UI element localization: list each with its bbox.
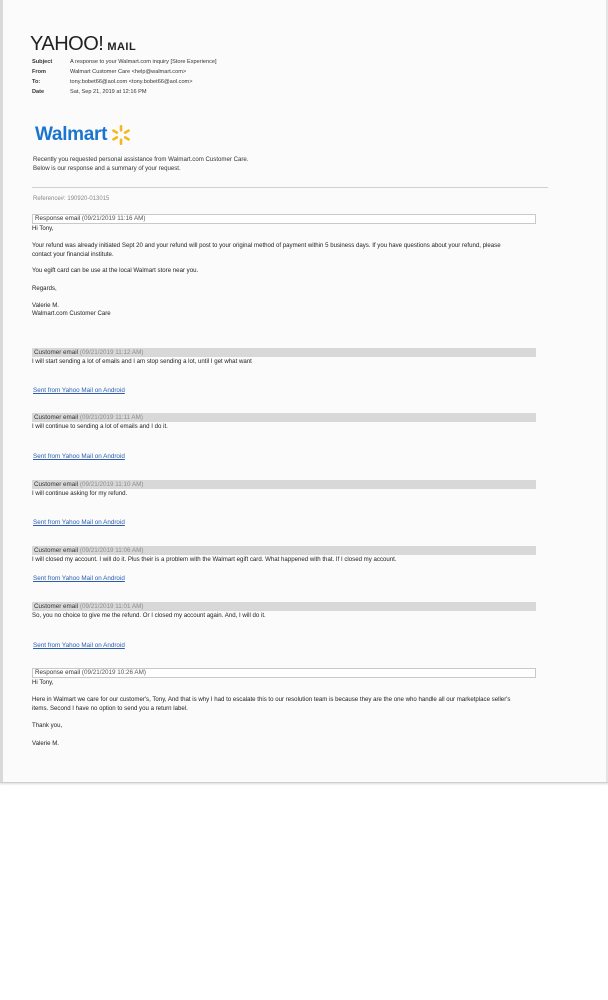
intro-line-1: Recently you requested personal assistance from Walmart.com Customer Care. bbox=[33, 156, 249, 163]
email-metadata bbox=[32, 57, 217, 97]
reference-number: Reference#: 190920-013015 bbox=[33, 196, 110, 202]
message-header-bar bbox=[32, 668, 536, 678]
message-body bbox=[32, 225, 536, 319]
mail-label: MAIL bbox=[107, 41, 137, 53]
body-paragraph: Your refund was already initiated Sept 20 and your refund will post to your original method of payment within 5 business days. If you have questions about your refund, please contact your financial institute. bbox=[32, 242, 501, 258]
greeting: Hi Tony, bbox=[32, 225, 54, 232]
message-date: (09/21/2019 11:16 AM) bbox=[81, 215, 146, 222]
message-type: Customer email bbox=[34, 349, 79, 356]
message-header-bar bbox=[32, 214, 536, 224]
message-customer-5 bbox=[32, 602, 536, 620]
walmart-logo bbox=[35, 124, 132, 146]
date-value: Sat, Sep 21, 2019 at 12:16 PM bbox=[70, 89, 147, 95]
message-body: So, you no choice to give me the refund. Or I closed my account again. And, I will do it. bbox=[32, 612, 266, 619]
message-type: Response email bbox=[35, 215, 81, 222]
message-type: Response email bbox=[35, 669, 81, 676]
to-row bbox=[32, 77, 217, 87]
message-body: I will closed my account. I will do it. Plus their is a problem with the Walmart egift card. What happened with that. If I closed my account. bbox=[32, 556, 397, 563]
message-header-bar bbox=[32, 602, 536, 611]
to-label: To: bbox=[32, 79, 41, 85]
closing: Regards, bbox=[32, 284, 57, 292]
yahoo-android-link[interactable]: Sent from Yahoo Mail on Android bbox=[33, 642, 125, 649]
greeting: Hi Tony, bbox=[32, 679, 54, 686]
divider bbox=[32, 187, 548, 188]
message-body: I will continue asking for my refund. bbox=[32, 490, 128, 497]
subject-row bbox=[32, 57, 217, 67]
body-paragraph: Here in Walmart we care for our customer's, Tony, And that is why I had to escalate this to our resolution team is because they are the one who handle all our marketplace seller's items. Second I have no option to send you a return label. bbox=[32, 696, 511, 712]
yahoo-android-link[interactable]: Sent from Yahoo Mail on Android bbox=[33, 575, 125, 582]
message-header-bar bbox=[32, 413, 536, 422]
subject-value: A response to your Walmart.com inquiry [Store Experience] bbox=[70, 59, 217, 65]
body-paragraph: You egift card can be use at the local Walmart store near you. bbox=[32, 267, 199, 275]
message-type: Customer email bbox=[34, 481, 79, 488]
message-date: (09/21/2019 11:12 AM) bbox=[79, 349, 144, 356]
message-date: (09/21/2019 11:10 AM) bbox=[79, 481, 144, 488]
message-body: I will continue to sending a lot of emails and I do it. bbox=[32, 423, 168, 430]
yahoo-mail-logo bbox=[30, 33, 136, 56]
message-response-2 bbox=[32, 668, 536, 748]
walmart-spark-icon bbox=[110, 124, 132, 146]
date-row bbox=[32, 87, 217, 97]
message-date: (09/21/2019 11:01 AM) bbox=[79, 603, 144, 610]
intro-text bbox=[33, 155, 249, 173]
message-type: Customer email bbox=[34, 547, 79, 554]
from-value: Walmart Customer Care <help@walmart.com> bbox=[70, 69, 187, 75]
message-date: (09/21/2019 11:06 AM) bbox=[79, 547, 144, 554]
walmart-wordmark: Walmart bbox=[35, 124, 108, 145]
message-type: Customer email bbox=[34, 603, 79, 610]
message-response-1 bbox=[32, 214, 536, 319]
date-label: Date bbox=[32, 89, 45, 95]
message-header-bar bbox=[32, 480, 536, 489]
from-label: From bbox=[32, 69, 46, 75]
message-customer-3 bbox=[32, 480, 536, 498]
message-body bbox=[32, 679, 536, 748]
signature-team: Walmart.com Customer Care bbox=[32, 310, 111, 318]
message-customer-4 bbox=[32, 546, 536, 564]
yahoo-android-link[interactable]: Sent from Yahoo Mail on Android bbox=[33, 387, 125, 394]
yahoo-android-link[interactable]: Sent from Yahoo Mail on Android bbox=[33, 453, 125, 460]
signature-name: Valerie M. bbox=[32, 739, 59, 747]
intro-line-2: Below is our response and a summary of your request. bbox=[33, 165, 181, 172]
message-header-bar bbox=[32, 348, 536, 357]
to-value: tony.bobet66@aol.com <tony.bobet66@aol.com> bbox=[70, 79, 193, 85]
message-body: I will start sending a lot of emails and I am stop sending a lot, until I get what want bbox=[32, 358, 252, 365]
message-customer-1 bbox=[32, 348, 536, 366]
subject-label: Subject bbox=[32, 59, 53, 65]
yahoo-android-link[interactable]: Sent from Yahoo Mail on Android bbox=[33, 519, 125, 526]
message-header-bar bbox=[32, 546, 536, 555]
scan-edge-left bbox=[0, 0, 3, 782]
from-row bbox=[32, 67, 217, 77]
message-date: (09/21/2019 10:26 AM) bbox=[81, 669, 146, 676]
message-customer-2 bbox=[32, 413, 536, 431]
signature-name: Valerie M. bbox=[32, 302, 59, 310]
yahoo-brand: YAHOO! bbox=[30, 33, 104, 55]
message-type: Customer email bbox=[34, 414, 79, 421]
closing: Thank you, bbox=[32, 722, 63, 730]
message-date: (09/21/2019 11:11 AM) bbox=[79, 414, 143, 421]
